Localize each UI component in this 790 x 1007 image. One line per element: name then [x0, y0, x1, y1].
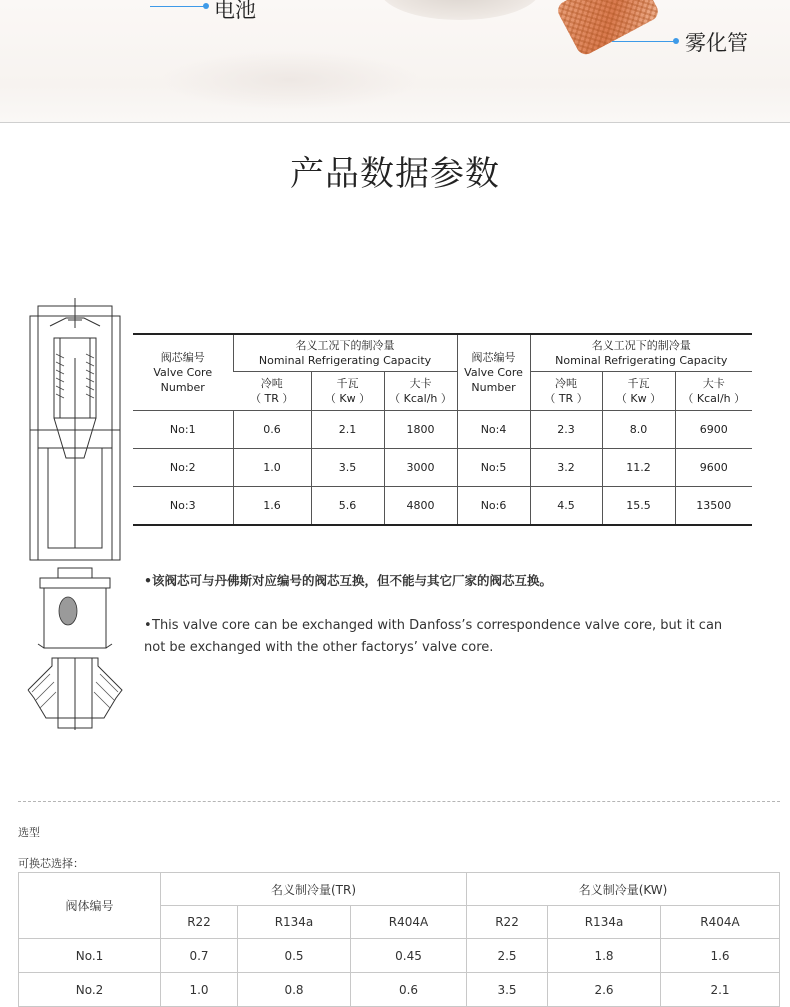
table-cell: 9600 — [675, 449, 752, 487]
table-cell: No:2 — [133, 449, 233, 487]
note-english-text: This valve core can be exchanged with Danfoss’s correspondence valve core, but it can not be exchanged with the other factorys’ valve core. — [144, 618, 723, 655]
table-cell: 3.5 — [311, 449, 384, 487]
unit-header-kw: 千瓦 （ Kw ） — [311, 372, 384, 411]
unit-header-tr: 冷吨 （ TR ） — [530, 372, 602, 411]
select-type-label: 选型 — [18, 826, 40, 839]
table-cell: 2.6 — [548, 973, 661, 1007]
refrigerant-header: R22 — [161, 906, 238, 939]
table-row — [19, 973, 780, 1007]
battery-callout-line — [150, 6, 206, 7]
capacity-tr-header: 名义制冷量(TR) — [161, 873, 467, 906]
photo-shadow — [160, 50, 420, 110]
table-cell: No:6 — [457, 487, 530, 526]
refrigerant-header: R134a — [238, 906, 351, 939]
dashed-divider — [18, 801, 780, 802]
table-cell: 1.6 — [661, 939, 780, 973]
table-cell: 3.5 — [467, 973, 548, 1007]
table-cell: No.1 — [19, 939, 161, 973]
table-cell: No:3 — [133, 487, 233, 526]
note-chinese-text: 该阀芯可与丹佛斯对应编号的阀芯互换，但不能与其它厂家的阀芯互换。 — [152, 573, 553, 588]
core-number-header: 阀芯编号 Valve Core Number — [133, 334, 233, 411]
table-cell: 11.2 — [602, 449, 675, 487]
refrigerant-header: R404A — [351, 906, 467, 939]
replaceable-core-label: 可换芯选择： — [18, 857, 84, 870]
refrigerant-header: R404A — [661, 906, 780, 939]
table-cell: 0.5 — [238, 939, 351, 973]
table-cell: 13500 — [675, 487, 752, 526]
table-cell: 0.6 — [351, 973, 467, 1007]
table-cell: 1.0 — [161, 973, 238, 1007]
table-cell: 0.6 — [233, 411, 311, 449]
table-cell: 4.5 — [530, 487, 602, 526]
table-cell: 3.2 — [530, 449, 602, 487]
atomizer-callout-line — [612, 41, 674, 42]
table-row — [133, 449, 752, 487]
table-row — [133, 411, 752, 449]
table-cell: 5.6 — [311, 487, 384, 526]
section-divider — [0, 122, 790, 123]
valve-core-drawing — [20, 298, 130, 738]
table-cell: 0.45 — [351, 939, 467, 973]
note-chinese — [144, 570, 552, 592]
body-number-header: 阀体编号 — [19, 873, 161, 939]
table-cell: 3000 — [384, 449, 457, 487]
bullet-icon: • — [144, 618, 152, 633]
table-cell: 0.7 — [161, 939, 238, 973]
table-cell: No.2 — [19, 973, 161, 1007]
table-cell: 1.6 — [233, 487, 311, 526]
unit-header-kcal: 大卡 （ Kcal/h ） — [384, 372, 457, 411]
capacity-group-header: 名义工况下的制冷量 Nominal Refrigerating Capacity — [530, 334, 752, 372]
page-title: 产品数据参数 — [290, 154, 500, 194]
bullet-icon: • — [144, 573, 152, 588]
refrigerant-header: R22 — [467, 906, 548, 939]
atomizer-callout-dot — [673, 38, 679, 44]
table-cell: 6900 — [675, 411, 752, 449]
refrigerant-header: R134a — [548, 906, 661, 939]
core-number-header: 阀芯编号 Valve Core Number — [457, 334, 530, 411]
product-photo-strip — [0, 0, 790, 122]
unit-header-tr: 冷吨 （ TR ） — [233, 372, 311, 411]
table-cell: 8.0 — [602, 411, 675, 449]
battery-callout-label: 电池 — [214, 0, 256, 22]
table-cell: 2.1 — [661, 973, 780, 1007]
table-row — [19, 939, 780, 973]
table-row — [133, 487, 752, 526]
capacity-table — [133, 333, 752, 526]
capacity-group-header: 名义工况下的制冷量 Nominal Refrigerating Capacity — [233, 334, 457, 372]
unit-header-kcal: 大卡 （ Kcal/h ） — [675, 372, 752, 411]
selection-table — [18, 872, 780, 1007]
atomizer-mesh-photo — [555, 0, 662, 58]
battery-callout-dot — [203, 3, 209, 9]
table-cell: 4800 — [384, 487, 457, 526]
note-english — [144, 615, 744, 659]
unit-header-kw: 千瓦 （ Kw ） — [602, 372, 675, 411]
table-cell: 1.8 — [548, 939, 661, 973]
table-cell: 2.1 — [311, 411, 384, 449]
table-cell: No:1 — [133, 411, 233, 449]
table-cell: 1.0 — [233, 449, 311, 487]
table-cell: No:5 — [457, 449, 530, 487]
table-cell: 2.5 — [467, 939, 548, 973]
atomizer-callout-label: 雾化管 — [685, 31, 748, 55]
table-cell: No:4 — [457, 411, 530, 449]
capacity-kw-header: 名义制冷量(KW) — [467, 873, 780, 906]
table-cell: 1800 — [384, 411, 457, 449]
battery-photo — [380, 0, 540, 20]
table-cell: 2.3 — [530, 411, 602, 449]
table-cell: 0.8 — [238, 973, 351, 1007]
table-cell: 15.5 — [602, 487, 675, 526]
